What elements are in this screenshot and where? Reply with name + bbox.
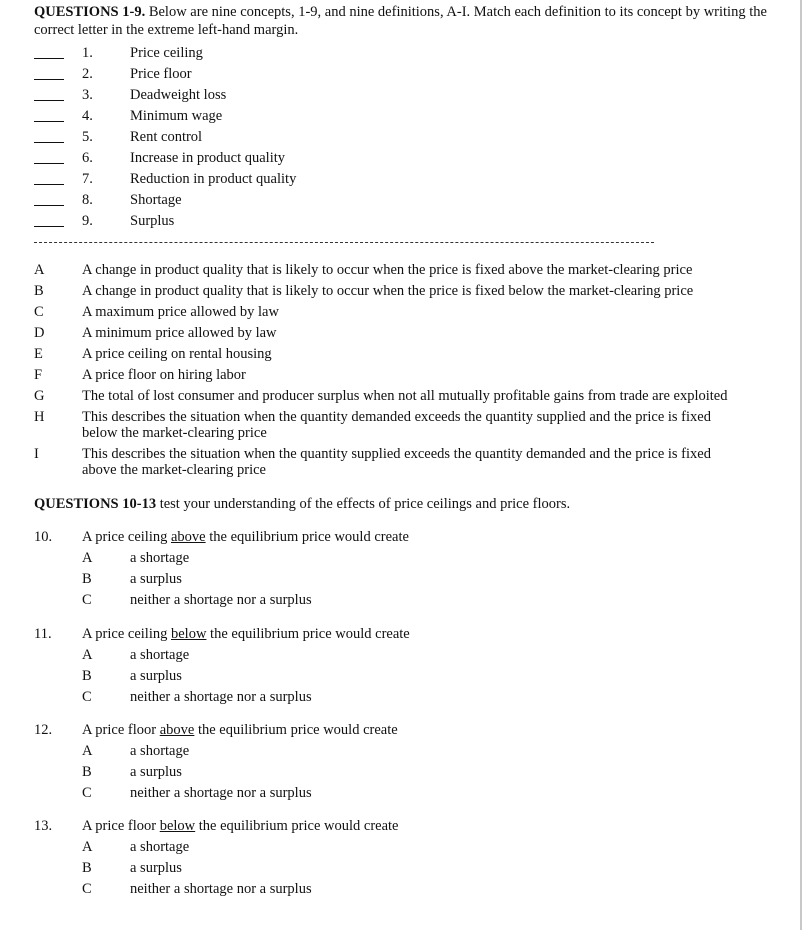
concept-number: 8. [82, 192, 93, 208]
option-letter[interactable]: A [82, 839, 93, 855]
option-text: a shortage [130, 839, 190, 855]
definition-text: A change in product quality that is likely to occur when the price is fixed above the market-clearing price [82, 262, 693, 278]
answer-blank-1[interactable] [34, 58, 64, 59]
concept-number: 5. [82, 129, 93, 145]
definition-text: The total of lost consumer and producer surplus when not all mutually profitable gains from trade are exploited [82, 388, 728, 404]
option-letter[interactable]: B [82, 571, 92, 587]
concept-number: 2. [82, 66, 93, 82]
section2-label: QUESTIONS 10-13 [34, 496, 157, 512]
concept-text: Minimum wage [130, 108, 223, 124]
answer-blank-4[interactable] [34, 121, 64, 122]
concept-number: 9. [82, 213, 93, 229]
option-letter[interactable]: A [82, 647, 93, 663]
concept-text: Rent control [130, 129, 203, 145]
option-letter[interactable]: C [82, 785, 92, 801]
concept-text: Shortage [130, 192, 182, 208]
concept-text: Price floor [130, 66, 192, 82]
option-text: neither a shortage nor a surplus [130, 785, 312, 801]
concept-text: Increase in product quality [130, 150, 286, 166]
definition-text: A price floor on hiring labor [82, 367, 246, 383]
option-letter[interactable]: A [82, 743, 93, 759]
option-text: a surplus [130, 571, 182, 587]
section2-text: test your understanding of the effects of price ceilings and price floors. [159, 496, 571, 512]
question-stem [82, 722, 398, 739]
stem-key: below [170, 626, 207, 642]
concept-number: 7. [82, 171, 93, 187]
stem-pre: A price floor [82, 722, 157, 738]
option-text: a shortage [130, 550, 190, 566]
intro-paragraph [34, 3, 774, 39]
concept-number: 4. [82, 108, 93, 124]
concept-number: 3. [82, 87, 93, 103]
question-number: 11. [34, 626, 52, 642]
option-text: neither a shortage nor a surplus [130, 881, 312, 897]
stem-post: the equilibrium price would create [209, 529, 409, 545]
definition-letter: F [34, 367, 43, 383]
question-number: 12. [34, 722, 53, 738]
definition-letter: G [34, 388, 45, 404]
option-text: a shortage [130, 743, 190, 759]
definition-letter: H [34, 409, 45, 425]
question-number: 10. [34, 529, 53, 545]
definition-letter: C [34, 304, 44, 320]
question-stem [82, 818, 398, 835]
option-letter[interactable]: A [82, 550, 93, 566]
section-divider [34, 242, 654, 243]
option-text: a shortage [130, 647, 190, 663]
stem-pre: A price ceiling [82, 529, 168, 545]
answer-blank-2[interactable] [34, 79, 64, 80]
section2-heading [34, 496, 570, 513]
answer-blank-6[interactable] [34, 163, 64, 164]
option-text: a surplus [130, 764, 182, 780]
definition-text: This describes the situation when the quantity demanded exceeds the quantity supplied and the price is fixed below the market-clearing price [82, 409, 711, 441]
concept-text: Deadweight loss [130, 87, 227, 103]
answer-blank-3[interactable] [34, 100, 64, 101]
definition-letter: A [34, 262, 45, 278]
stem-key: above [170, 529, 206, 545]
stem-pre: A price ceiling [82, 626, 168, 642]
definition-letter: D [34, 325, 45, 341]
definition-letter: B [34, 283, 44, 299]
option-letter[interactable]: B [82, 764, 92, 780]
intro-label: QUESTIONS 1-9. [34, 4, 146, 20]
definition-text: This describes the situation when the quantity supplied exceeds the quantity demanded and the price is fixed above the market-clearing price [82, 446, 711, 478]
question-stem [82, 626, 410, 643]
stem-pre: A price floor [82, 818, 157, 834]
stem-post: the equilibrium price would create [210, 626, 410, 642]
answer-blank-8[interactable] [34, 205, 64, 206]
option-text: a surplus [130, 668, 182, 684]
definition-letter: E [34, 346, 43, 362]
question-stem [82, 529, 409, 546]
definition-letter: I [34, 446, 39, 462]
concept-text: Surplus [130, 213, 175, 229]
intro-text: Below are nine concepts, 1-9, and nine definitions, A-I. Match each definition to its concept by writing the correct letter in the extreme left-hand margin. [34, 4, 767, 38]
stem-key: below [159, 818, 196, 834]
definition-text: A maximum price allowed by law [82, 304, 279, 320]
definition-text: A change in product quality that is likely to occur when the price is fixed below the market-clearing price [82, 283, 694, 299]
definition-text: A minimum price allowed by law [82, 325, 277, 341]
answer-blank-5[interactable] [34, 142, 64, 143]
concept-number: 1. [82, 45, 93, 61]
option-letter[interactable]: B [82, 860, 92, 876]
option-text: neither a shortage nor a surplus [130, 592, 312, 608]
answer-blank-9[interactable] [34, 226, 64, 227]
concept-number: 6. [82, 150, 93, 166]
stem-post: the equilibrium price would create [197, 722, 398, 738]
option-text: a surplus [130, 860, 182, 876]
option-text: neither a shortage nor a surplus [130, 689, 312, 705]
stem-post: the equilibrium price would create [198, 818, 399, 834]
question-number: 13. [34, 818, 53, 834]
stem-key: above [159, 722, 195, 738]
option-letter[interactable]: C [82, 689, 92, 705]
option-letter[interactable]: B [82, 668, 92, 684]
option-letter[interactable]: C [82, 881, 92, 897]
concept-text: Reduction in product quality [130, 171, 297, 187]
definition-text: A price ceiling on rental housing [82, 346, 272, 362]
concept-text: Price ceiling [130, 45, 203, 61]
option-letter[interactable]: C [82, 592, 92, 608]
answer-blank-7[interactable] [34, 184, 64, 185]
